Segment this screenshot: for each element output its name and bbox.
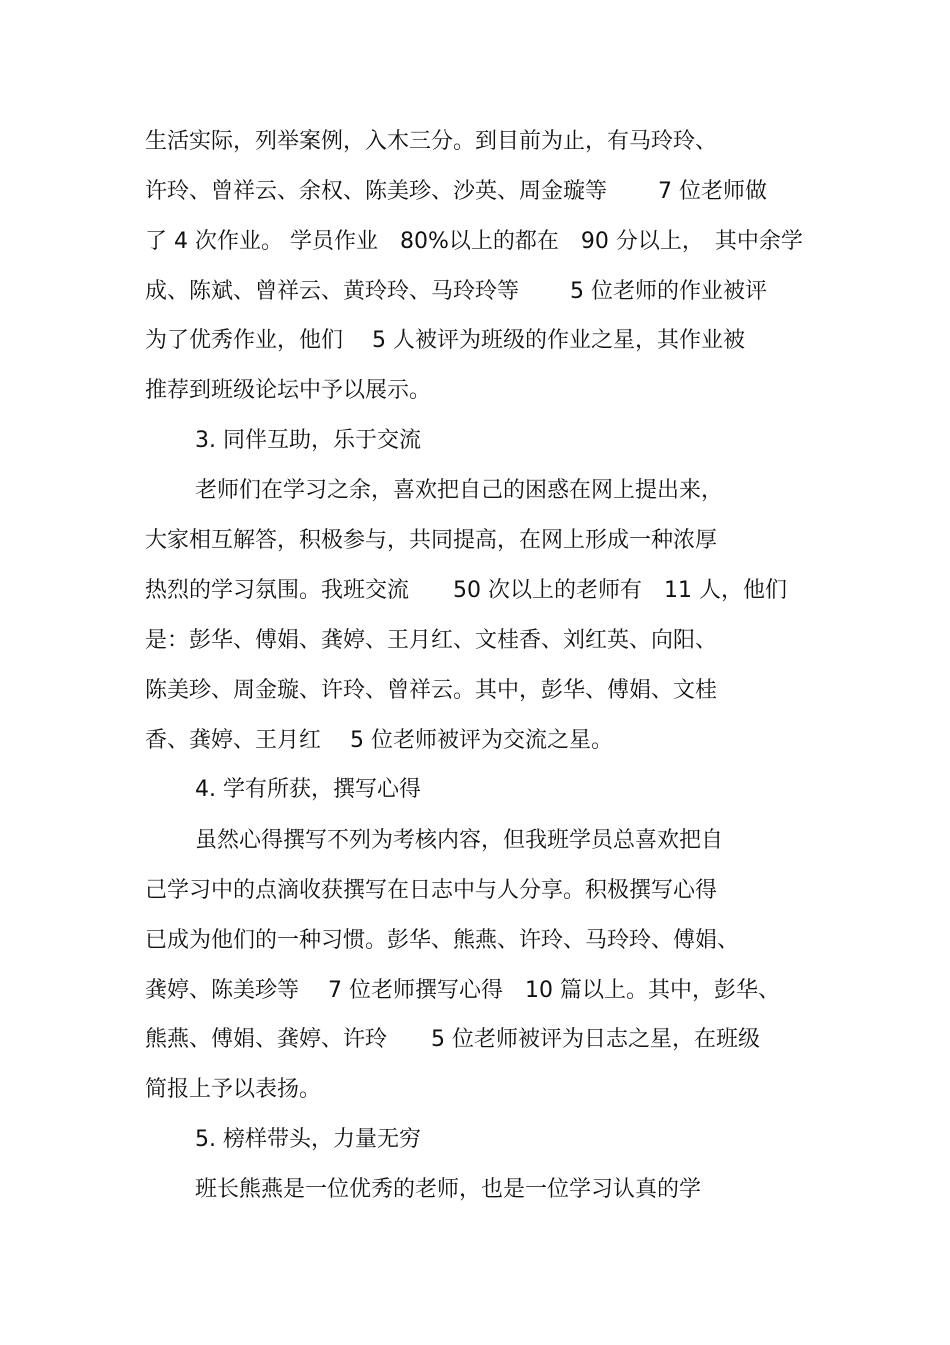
text-line: 简报上予以表扬。 [145,1077,322,1102]
text-line: 生活实际，列举案例，入木三分。到目前为止，有马玲玲、 [145,129,718,154]
text-line: 熊燕、傅娟、龚婷、许玲 5 位老师被评为日志之星，在班级 [145,1027,760,1052]
text-line: 老师们在学习之余，喜欢把自己的困惑在网上提出来， [195,478,724,503]
text-line: 了 4 次作业。 学员作业 80%以上的都在 90 分以上， 其中余学 [145,229,803,254]
text-line: 己学习中的点滴收获撰写在日志中与人分享。积极撰写心得 [145,878,718,903]
text-line: 是：彭华、傅娟、龚婷、王月红、文桂香、刘红英、向阳、 [145,628,718,653]
text-line: 龚婷、陈美珍等 7 位老师撰写心得 10 篇以上。其中，彭华、 [145,978,780,1003]
section-heading: 5. 榜样带头，力量无穷 [195,1127,421,1152]
text-line: 许玲、曾祥云、余权、陈美珍、沙英、周金璇等 7 位老师做 [145,179,767,204]
text-line: 虽然心得撰写不列为考核内容，但我班学员总喜欢把自 [195,828,724,853]
text-line: 为了优秀作业，他们 5 人被评为班级的作业之星，其作业被 [145,328,745,353]
text-line: 班长熊燕是一位优秀的老师，也是一位学习认真的学 [195,1177,702,1202]
text-line: 热烈的学习氛围。我班交流 50 次以上的老师有 11 人，他们 [145,578,787,603]
text-line: 陈美珍、周金璇、许玲、曾祥云。其中，彭华、傅娟、文桂 [145,678,718,703]
section-heading: 3. 同伴互助，乐于交流 [195,428,421,453]
section-heading: 4. 学有所获，撰写心得 [195,777,421,802]
text-line: 大家相互解答，积极参与，共同提高，在网上形成一种浓厚 [145,528,718,553]
text-line: 已成为他们的一种习惯。彭华、熊燕、许玲、马玲玲、傅娟、 [145,928,740,953]
text-line: 香、龚婷、王月红 5 位老师被评为交流之星。 [145,728,613,753]
text-line: 推荐到班级论坛中予以展示。 [145,378,432,403]
text-line: 成、陈斌、曾祥云、黄玲玲、马玲玲等 5 位老师的作业被评 [145,279,767,304]
